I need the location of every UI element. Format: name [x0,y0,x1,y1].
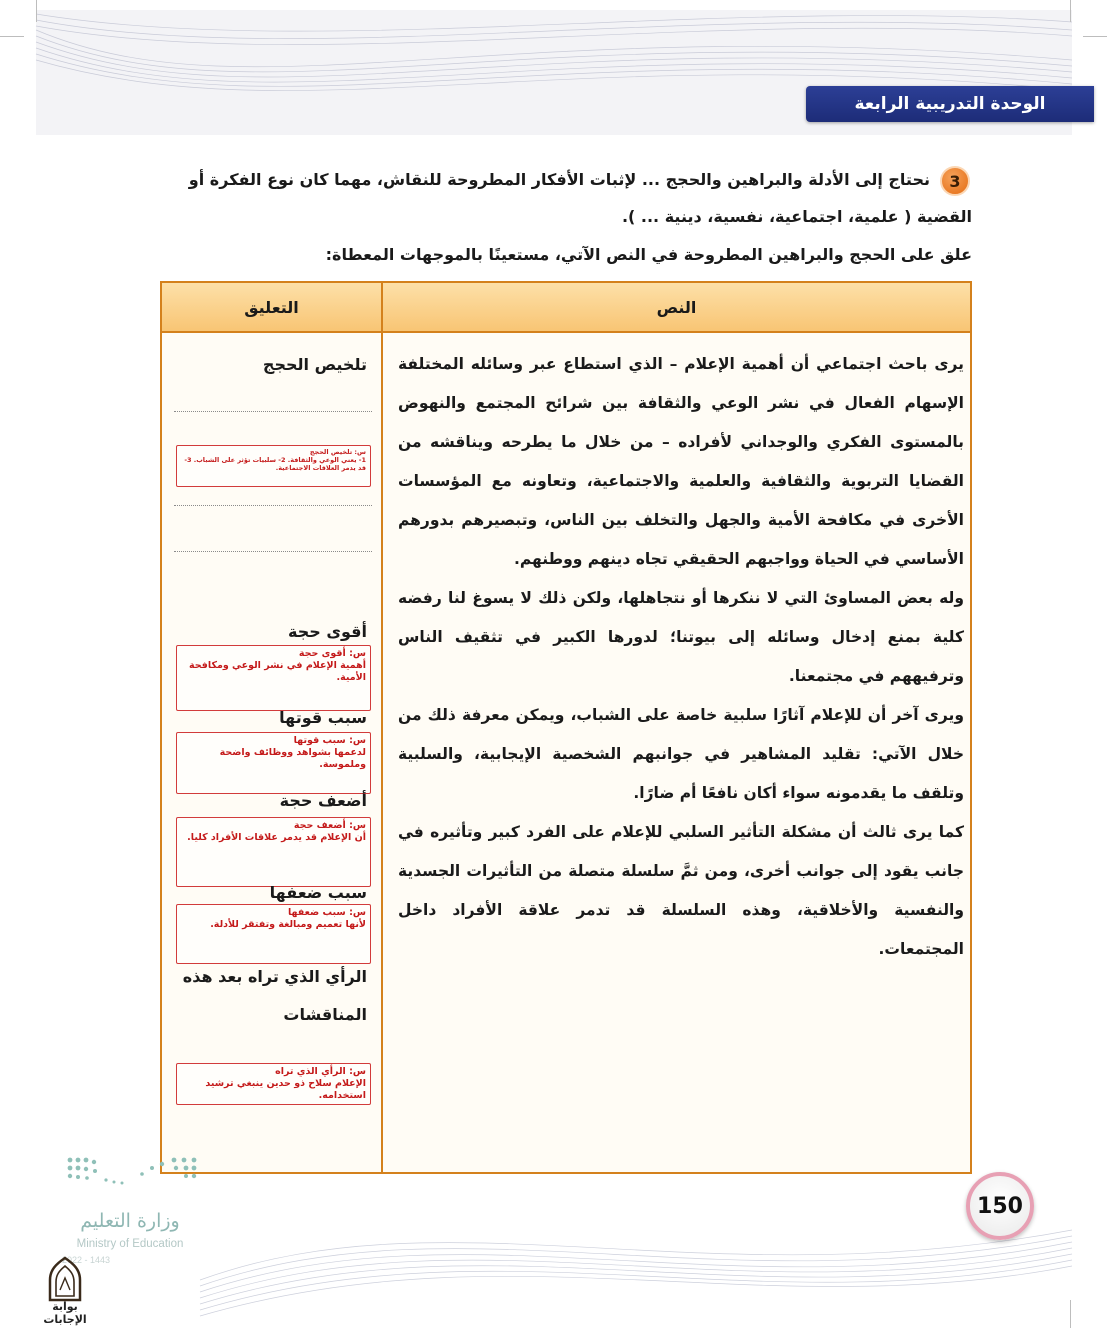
label-weakness-reason: سبب ضعفها [269,883,367,902]
answer-line [174,505,372,506]
unit-title-banner [806,86,1094,122]
text-column-header: النص [383,283,970,333]
question-instruction: علق على الحجج والبراهين المطروحة في النص الآتي، مستعينًا بالموجهات المعطاة: [325,245,972,264]
portal-label: بوابة الإجابات [43,1300,87,1326]
passage-text [398,345,964,969]
passage-paragraph: يرى باحث اجتماعي أن أهمية الإعلام – الذي استطاع عبر وسائله المختلفة الإسهام الفعال في نشر الوعي والثقافة بين شرائح المجتمع والنهوض بالمستوى الفكري والوجداني لأفراده – من خلال ما يطرحه ويناقشه من القضايا التربوية والثقافية والعلمية والاجتماعية، وتعاونه مع المؤسسات الأخرى في مكافحة الأمية والجهل والتخلف بين الناس، وتبصيرهم بدورهم الأساسي في الحياة وواجبهم الحقيقي تجاه دينهم ووطنهم. [398,355,964,568]
ministry-name-english: Ministry of Education [76,1238,184,1250]
crop-mark [1083,36,1107,37]
answer-text: 1- يعني الوعي والثقافة. 2- سلبيات تؤثر على الشباب. 3- قد يدمر العلاقات الاجتماعية. [184,456,366,472]
label-strongest: أقوى حجة [288,622,367,641]
crop-mark [1070,1300,1071,1328]
answer-box-summary [176,445,371,487]
question-line-1: نحتاج إلى الأدلة والبراهين والحجج ... لإثبات الأفكار المطروحة للنقاش، مهما كان نوع الفكرة أو [188,170,930,189]
page-number: 150 [966,1172,1034,1240]
ministry-name-arabic: وزارة التعليم [80,1210,180,1232]
crop-mark [0,36,24,37]
label-strength-reason: سبب قوتها [279,708,367,727]
answer-box-weakest [176,817,371,887]
answer-text: لدعمها بشواهد ووظائف واضحة وملموسة. [219,747,366,770]
label-weakest: أضعف حجة [279,791,367,810]
answer-box-opinion [176,1063,371,1105]
label-opinion: الرأي الذي تراه بعد هذه [182,967,367,986]
argument-table [160,281,972,1174]
comment-column-header: التعليق [162,283,381,333]
question-number-badge: 3 [940,166,970,196]
label-summary: تلخيص الحجج [262,355,367,374]
portal-logo-icon [44,1256,86,1302]
ministry-logo-icon [62,1150,202,1200]
answer-question: س: تلخيص الحجج [309,448,366,456]
answer-line [174,551,372,552]
answer-box-weakness-reason [176,904,371,964]
answer-question: س: أضعف حجة [293,820,366,831]
answer-question: س: أقوى حجة [298,648,366,659]
answer-text: الإعلام سلاح ذو حدين ينبغي ترشيد استخدامه. [205,1078,366,1101]
answer-question: س: الرأي الذي تراه [275,1066,366,1077]
passage-paragraph: كما يرى ثالث أن مشكلة التأثير السلبي للإعلام على الفرد كبير وتأثيره في جانب يقود إلى جوانب أخرى، ومن ثمَّ سلسلة متصلة من التأثيرات الجسدية والنفسية والأخلاقية، وهذه السلسلة قد تدمر علاقة الأفراد داخل المجتمعات. [398,823,964,958]
passage-paragraph: وله بعض المساوئ التي لا ننكرها أو نتجاهلها، ولكن ذلك لا يسوغ لنا رفضه كلية بمنع إدخال وسائله إلى بيوتنا؛ لدورها الكبير في تثقيف الناس وترفيههم في مجتمعنا. [398,589,964,685]
crop-mark [1070,0,1071,22]
answer-question: س: سبب ضعفها [287,907,366,918]
passage-paragraph: ويرى آخر أن للإعلام آثارًا سلبية خاصة على الشباب، ويمكن معرفة ذلك من خلال الآتي: تقليد المشاهير في جوانبهم الشخصية الإيجابية، والسلبية وتلقف ما يقدمونه سواء أكان نافعًا أم ضارًا. [398,706,964,802]
column-divider [381,283,383,1172]
answer-line [174,411,372,412]
question-line-2: القضية ( علمية، اجتماعية، نفسية، دينية ... ). [621,207,972,226]
unit-title: الوحدة التدريبية الرابعة [854,94,1046,114]
label-opinion-continued: المناقشات [283,1005,367,1024]
answer-box-strength-reason [176,732,371,794]
crop-mark [36,0,37,22]
answer-box-strongest [176,645,371,711]
ministry-year: 2022 - 1443 [62,1255,111,1265]
answer-text: أن الإعلام قد يدمر علاقات الأفراد كليا. [187,832,366,843]
answer-text: أهمية الإعلام في نشر الوعي ومكافحة الأمية. [189,660,366,683]
answer-text: لأنها تعميم ومبالغة وتفتقر للأدلة. [210,919,366,930]
answer-question: س: سبب قوتها [293,735,366,746]
